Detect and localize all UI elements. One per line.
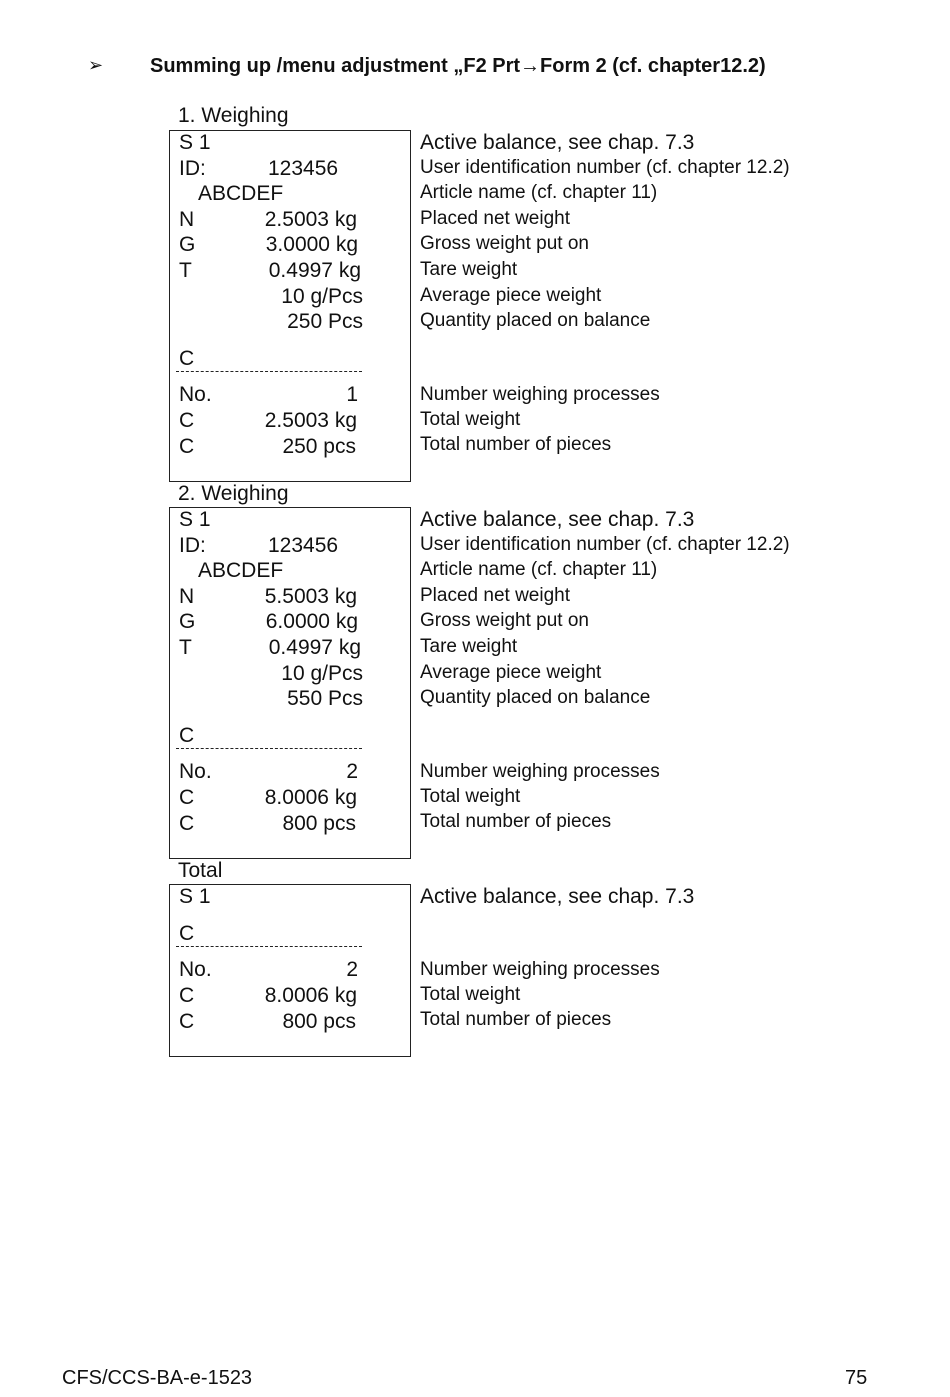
printout-pcs-value: 800 pcs xyxy=(282,1010,356,1033)
printout-pcs-value: 250 pcs xyxy=(282,435,356,458)
printout-n-value: 5.5003 kg xyxy=(264,585,357,608)
printout-n-label: N xyxy=(179,208,195,231)
footer-document-id: CFS/CCS-BA-e-1523 xyxy=(62,1367,253,1389)
printout-separator xyxy=(176,946,362,947)
desc-total-pieces: Total number of pieces xyxy=(420,1009,612,1030)
desc-active-balance: Active balance, see chap. 7.3 xyxy=(420,885,695,908)
printout-no-label: No. xyxy=(179,760,212,783)
printout-g-label: G xyxy=(179,233,196,256)
printout-c-label: C xyxy=(179,724,195,747)
printout-total-label: C xyxy=(179,984,195,1007)
printout-apw: 10 g/Pcs xyxy=(281,662,363,685)
desc-total-weight: Total weight xyxy=(420,984,521,1005)
printout-g-value: 6.0000 kg xyxy=(265,610,358,633)
printout-pcs-label: C xyxy=(179,1010,195,1033)
desc-user-id: User identification number (cf. chapter 12.2) xyxy=(420,157,790,178)
printout-t-value: 0.4997 kg xyxy=(268,636,361,659)
section-title-weighing-2: 2. Weighing xyxy=(178,482,289,505)
printout-n-value: 2.5003 kg xyxy=(264,208,357,231)
desc-average-piece-weight: Average piece weight xyxy=(420,285,602,306)
printout-total-value: 8.0006 kg xyxy=(264,786,357,809)
desc-active-balance: Active balance, see chap. 7.3 xyxy=(420,131,695,154)
heading-text: Summing up /menu adjustment „F2 Prt→Form 2 (cf. chapter12.2) xyxy=(150,55,766,77)
desc-number-processes: Number weighing processes xyxy=(420,959,660,980)
footer-page-number: 75 xyxy=(845,1367,868,1389)
desc-article-name: Article name (cf. chapter 11) xyxy=(420,182,658,203)
desc-net-weight: Placed net weight xyxy=(420,208,570,229)
printout-separator xyxy=(176,748,362,749)
printout-total-label: C xyxy=(179,409,195,432)
printout-qty: 550 Pcs xyxy=(287,687,363,710)
printout-s1: S 1 xyxy=(179,508,211,531)
printout-no-label: No. xyxy=(179,383,212,406)
printout-t-value: 0.4997 kg xyxy=(268,259,361,282)
desc-active-balance: Active balance, see chap. 7.3 xyxy=(420,508,695,531)
desc-total-weight: Total weight xyxy=(420,786,521,807)
printout-g-value: 3.0000 kg xyxy=(265,233,358,256)
desc-total-pieces: Total number of pieces xyxy=(420,434,612,455)
printout-s1: S 1 xyxy=(179,885,211,908)
section-heading xyxy=(88,55,888,85)
printout-pcs-label: C xyxy=(179,435,195,458)
printout-s1: S 1 xyxy=(179,131,211,154)
desc-quantity: Quantity placed on balance xyxy=(420,687,651,708)
printout-t-label: T xyxy=(179,636,192,659)
printout-g-label: G xyxy=(179,610,196,633)
desc-tare-weight: Tare weight xyxy=(420,259,518,280)
arrow-bullet-icon: ➢ xyxy=(88,55,104,75)
printout-id-label: ID: xyxy=(179,157,206,180)
printout-qty: 250 Pcs xyxy=(287,310,363,333)
desc-gross-weight: Gross weight put on xyxy=(420,610,589,631)
printout-article: ABCDEF xyxy=(198,182,284,205)
printout-total-label: C xyxy=(179,786,195,809)
printout-c-label: C xyxy=(179,922,195,945)
printout-id-value: 123456 xyxy=(268,157,339,180)
printout-total-value: 8.0006 kg xyxy=(264,984,357,1007)
desc-user-id: User identification number (cf. chapter 12.2) xyxy=(420,534,790,555)
desc-quantity: Quantity placed on balance xyxy=(420,310,651,331)
printout-pcs-value: 800 pcs xyxy=(282,812,356,835)
printout-no-value: 1 xyxy=(346,383,358,406)
desc-tare-weight: Tare weight xyxy=(420,636,518,657)
printout-c-label: C xyxy=(179,347,195,370)
desc-number-processes: Number weighing processes xyxy=(420,761,660,782)
desc-gross-weight: Gross weight put on xyxy=(420,233,589,254)
printout-no-label: No. xyxy=(179,958,212,981)
printout-apw: 10 g/Pcs xyxy=(281,285,363,308)
desc-total-pieces: Total number of pieces xyxy=(420,811,612,832)
printout-separator xyxy=(176,371,362,372)
printout-id-value: 123456 xyxy=(268,534,339,557)
desc-total-weight: Total weight xyxy=(420,409,521,430)
desc-average-piece-weight: Average piece weight xyxy=(420,662,602,683)
printout-id-label: ID: xyxy=(179,534,206,557)
printout-total-value: 2.5003 kg xyxy=(264,409,357,432)
desc-article-name: Article name (cf. chapter 11) xyxy=(420,559,658,580)
section-title-weighing-1: 1. Weighing xyxy=(178,104,289,127)
printout-article: ABCDEF xyxy=(198,559,284,582)
printout-pcs-label: C xyxy=(179,812,195,835)
printout-no-value: 2 xyxy=(346,958,358,981)
section-title-total: Total xyxy=(178,859,223,882)
printout-t-label: T xyxy=(179,259,192,282)
desc-net-weight: Placed net weight xyxy=(420,585,570,606)
desc-number-processes: Number weighing processes xyxy=(420,384,660,405)
printout-no-value: 2 xyxy=(346,760,358,783)
printout-n-label: N xyxy=(179,585,195,608)
